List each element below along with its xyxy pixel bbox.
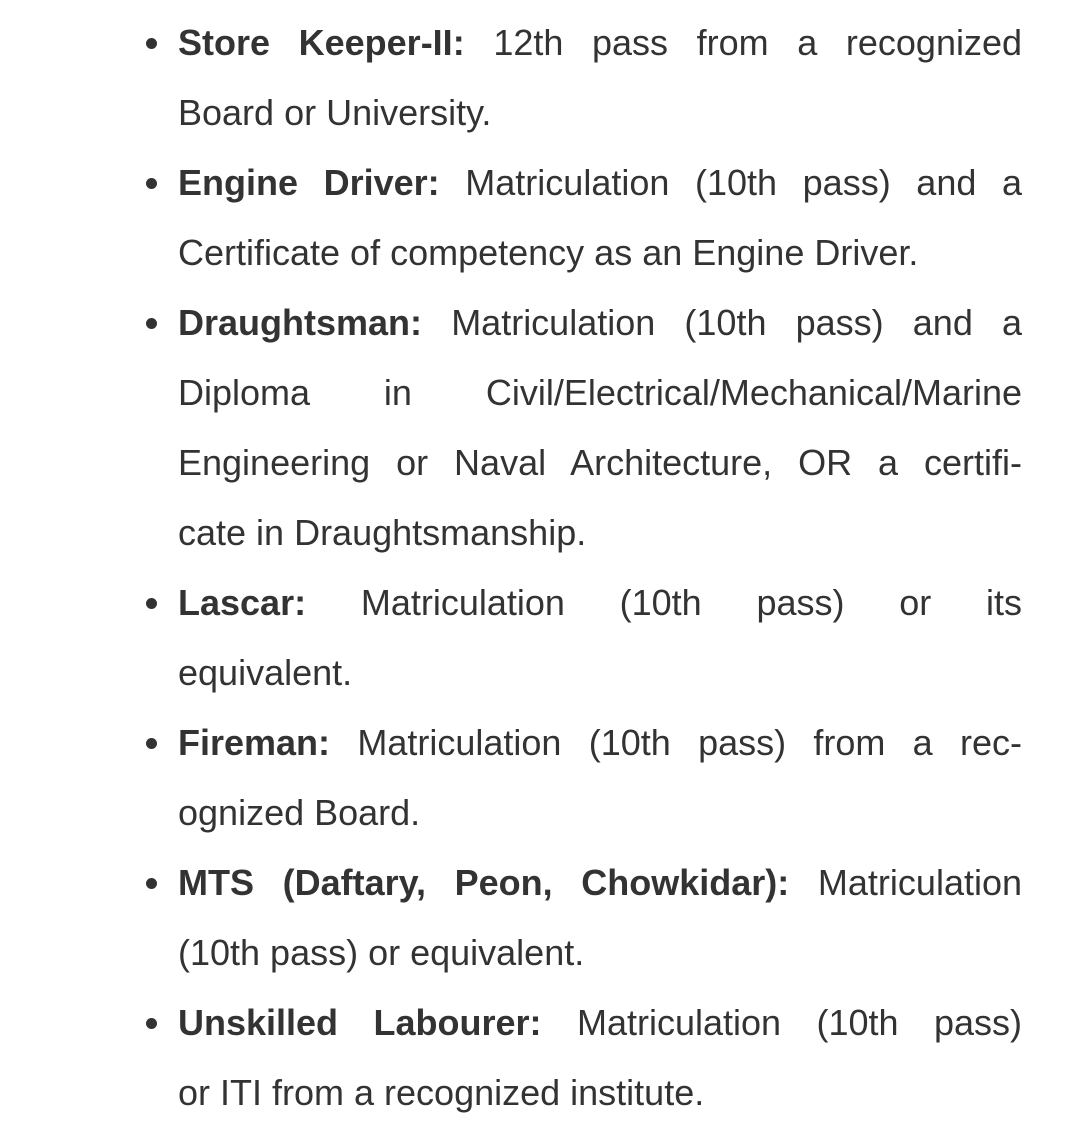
list-item bbox=[178, 568, 1022, 708]
item-line-text: Certificate of competency as an Engine Driver. bbox=[178, 232, 919, 273]
item-label: Fireman: bbox=[178, 722, 331, 763]
item-line-rest: Matriculation (10th pass) and a bbox=[451, 302, 1022, 343]
item-line-text bbox=[178, 1002, 1022, 1043]
item-line-text bbox=[178, 722, 1022, 763]
item-label: MTS (Daftary, Peon, Chowkidar): bbox=[178, 862, 790, 903]
item-line bbox=[178, 708, 1022, 778]
bullet-icon bbox=[146, 878, 157, 889]
item-line bbox=[178, 638, 1022, 708]
list-item bbox=[178, 988, 1022, 1128]
bullet-icon bbox=[146, 598, 157, 609]
item-line bbox=[178, 358, 1022, 428]
item-label: Lascar: bbox=[178, 582, 307, 623]
list-item bbox=[178, 708, 1022, 848]
item-line-text: Board or University. bbox=[178, 92, 492, 133]
item-line-text bbox=[178, 162, 1022, 203]
item-line bbox=[178, 498, 1022, 568]
qualification-list bbox=[178, 8, 1022, 1128]
item-line-rest: 12th pass from a recognized bbox=[493, 22, 1022, 63]
bullet-icon bbox=[146, 318, 157, 329]
item-line-text: equivalent. bbox=[178, 652, 353, 693]
item-label: Draughtsman: bbox=[178, 302, 423, 343]
item-line-text: Engineering or Naval Architecture, OR a certifi- bbox=[178, 442, 1022, 483]
list-item bbox=[178, 8, 1022, 148]
item-line-rest: Matriculation (10th pass) or its bbox=[360, 582, 1022, 623]
bullet-icon bbox=[146, 38, 157, 49]
item-line-rest: Matriculation bbox=[817, 862, 1022, 903]
list-item bbox=[178, 288, 1022, 568]
item-line-rest: Matriculation (10th pass) bbox=[576, 1002, 1022, 1043]
item-line-text bbox=[178, 862, 1022, 903]
item-line bbox=[178, 8, 1022, 78]
item-line-text: (10th pass) or equivalent. bbox=[178, 932, 585, 973]
item-line-text: Diploma in Civil/Electrical/Mechanical/Marine bbox=[178, 372, 1022, 413]
item-line-text: cate in Draughtsmanship. bbox=[178, 512, 587, 553]
item-line bbox=[178, 918, 1022, 988]
item-line bbox=[178, 288, 1022, 358]
list-item bbox=[178, 148, 1022, 288]
bullet-icon bbox=[146, 178, 157, 189]
item-line-text bbox=[178, 582, 1022, 623]
item-lines bbox=[178, 288, 1022, 568]
list-item bbox=[178, 848, 1022, 988]
item-lines bbox=[178, 8, 1022, 148]
item-line bbox=[178, 1058, 1022, 1128]
item-line bbox=[178, 848, 1022, 918]
item-label: Engine Driver: bbox=[178, 162, 440, 203]
item-lines bbox=[178, 148, 1022, 288]
item-line bbox=[178, 778, 1022, 848]
item-line-text bbox=[178, 302, 1022, 343]
item-line-text: ognized Board. bbox=[178, 792, 421, 833]
item-lines bbox=[178, 568, 1022, 708]
item-line bbox=[178, 428, 1022, 498]
bullet-icon bbox=[146, 738, 157, 749]
item-line-rest: Matriculation (10th pass) and a bbox=[465, 162, 1022, 203]
bullet-icon bbox=[146, 1018, 157, 1029]
item-line bbox=[178, 218, 1022, 288]
item-line bbox=[178, 988, 1022, 1058]
item-line-text: or ITI from a recognized institute. bbox=[178, 1072, 705, 1113]
item-line-text bbox=[178, 22, 1022, 63]
item-label: Unskilled Labourer: bbox=[178, 1002, 542, 1043]
item-line bbox=[178, 148, 1022, 218]
item-lines bbox=[178, 848, 1022, 988]
item-line bbox=[178, 78, 1022, 148]
item-lines bbox=[178, 988, 1022, 1128]
item-lines bbox=[178, 708, 1022, 848]
item-label: Store Keeper-II: bbox=[178, 22, 465, 63]
item-line-rest: Matriculation (10th pass) from a rec- bbox=[357, 722, 1022, 763]
item-line bbox=[178, 568, 1022, 638]
